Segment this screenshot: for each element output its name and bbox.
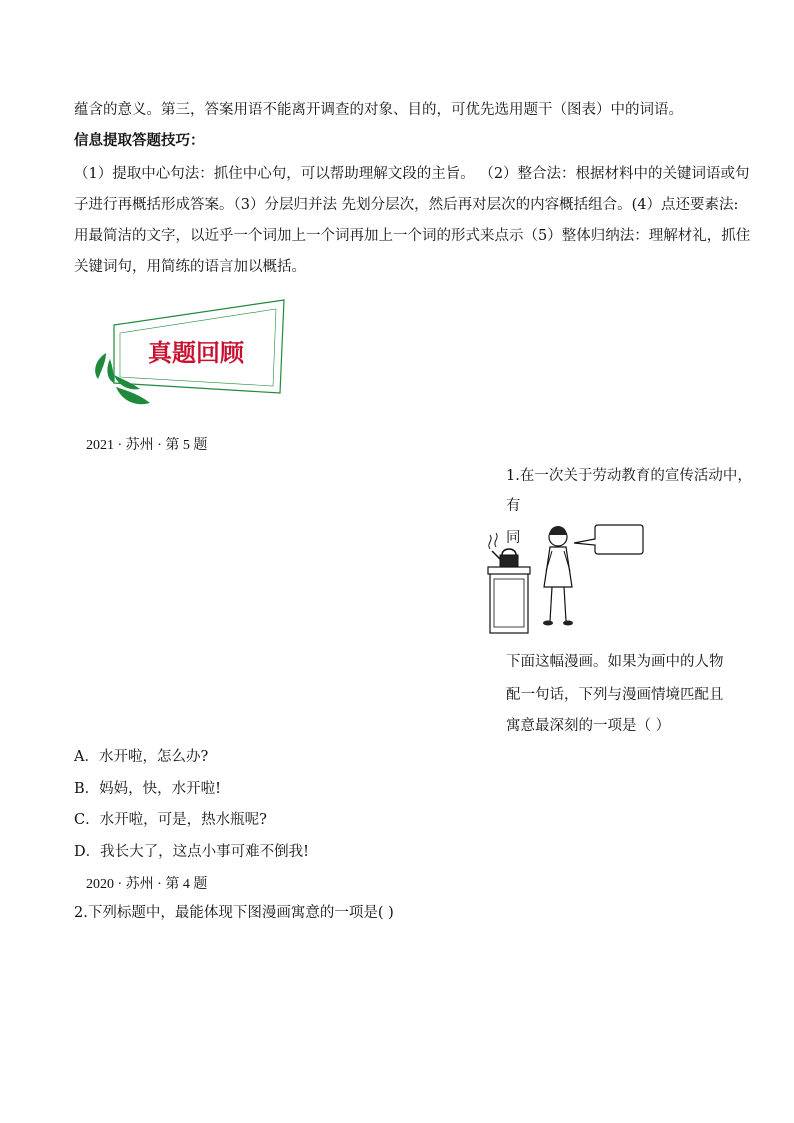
section-banner [70,295,290,415]
question-stem: 寓意最深刻的一项是（ ） [506,718,671,734]
cartoon-illustration [480,515,650,635]
leaf-icon [95,353,106,379]
question-stem: 下面这幅漫画。如果为画中的人物 [506,654,724,670]
leaf-icon [107,359,114,383]
speech-bubble-icon [574,525,643,554]
question-stem: 1.在一次关于劳动教育的宣传活动中， [506,468,752,484]
question-stem: 同 [506,530,521,546]
question-stem: 配一句话，下列与漫画情境匹配且 [506,687,724,703]
banner-title: 真题回顾 [148,338,244,367]
question-stem: 有 [506,498,521,514]
tip-line: 用最简洁的文字，以近乎一个词加上一个词再加上一个词的形式来点示（5）整体归纳法：理解材礼，抓住 [74,228,751,244]
option-d: D．我长大了，这点小事可难不倒我! [74,844,309,860]
section-heading: 信息提取答题技巧： [74,132,205,149]
question-stem: 2.下列标题中，最能体现下图漫画寓意的一项是( ) [74,905,394,921]
tip-line: 关键词句，用简练的语言加以概括。 [74,259,306,275]
intro-line: 蕴含的意义。第三，答案用语不能离开调查的对象、目的，可优先选用题干（图表）中的词语。 [74,102,683,118]
option-c: C．水开啦，可是，热水瓶呢? [74,812,267,828]
tip-line: （1）提取中心句法：抓住中心句，可以帮助理解文段的主旨。 （2）整合法：根据材料中的关键词语或句 [74,166,750,182]
option-a: A．水开啦，怎么办? [74,749,209,765]
tip-line: 子进行再概括形成答案。（3）分层归并法 先划分层次，然后再对层次的内容概括组合。(4）点还要素法: [74,197,739,213]
option-b: B．妈妈，快，水开啦! [74,781,221,797]
leaf-icon [116,387,150,404]
question-source: 2020 · 苏州 · 第 4 题 [86,877,208,892]
question-source: 2021 · 苏州 · 第 5 题 [86,438,208,453]
